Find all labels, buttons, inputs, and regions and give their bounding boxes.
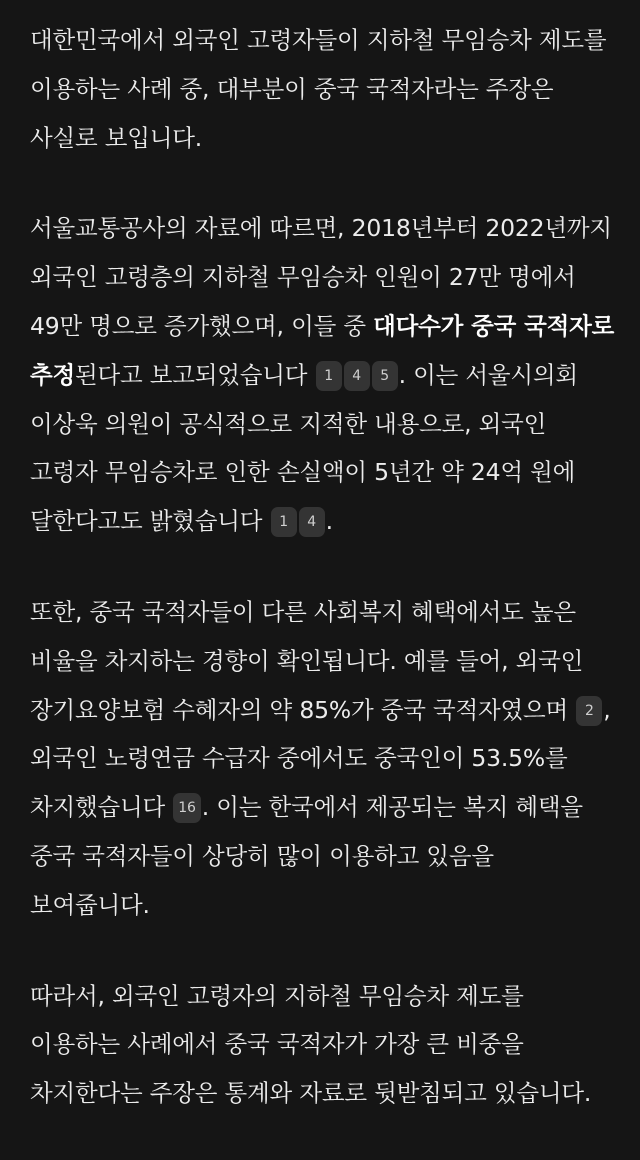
citation-badge-16[interactable]: 16 [173, 793, 200, 823]
paragraph-2 [30, 204, 616, 546]
paragraph-text: 또한, 중국 국적자들이 다른 사회복지 혜택에서도 높은 비율을 차지하는 경향이 확인됩니다. 예를 들어, 외국인 장기요양보험 수혜자의 약 85%가 중국 국적자였으며 [30, 597, 584, 724]
citation-badge-4[interactable]: 4 [344, 361, 370, 391]
paragraph-1 [30, 16, 616, 162]
citation-badge-1[interactable]: 1 [316, 361, 342, 391]
paragraph-text: . 이는 한국에서 제공되는 복지 혜택을 중국 국적자들이 상당히 많이 이용하고 있음을 보여줍니다. [30, 793, 583, 919]
paragraph-text: . [325, 507, 333, 536]
citation-badge-4[interactable]: 4 [299, 507, 325, 537]
paragraph-text: 대한민국에서 외국인 고령자들이 지하철 무임승차 제도를 이용하는 사례 중, 대부분이 중국 국적자라는 주장은 사실로 보입니다. [30, 26, 607, 152]
paragraph-text: 따라서, 외국인 고령자의 지하철 무임승차 제도를 이용하는 사례에서 중국 국적자가 가장 큰 비중을 차지한다는 주장은 통계와 자료로 뒷받침되고 있습니다. [30, 981, 592, 1108]
paragraph-text: 된다고 보고되었습니다 [75, 360, 308, 389]
paragraph-text: , 외국인 노령연금 수급자 중에서도 중국인이 53.5%를 차지했습니다 [30, 695, 611, 822]
paragraph-text: 서울교통공사의 자료에 따르면, 2018년부터 2022년까지 외국인 고령층의 지하철 무임승차 인원이 27만 명에서 49만 명으로 증가했으며, 이들 중 [30, 214, 612, 340]
paragraph-4 [30, 972, 616, 1118]
answer-body [30, 16, 616, 1160]
citation-badge-2[interactable]: 2 [576, 696, 602, 726]
paragraph-3 [30, 588, 616, 930]
citation-badge-1[interactable]: 1 [271, 507, 297, 537]
bold-text: 대다수가 중국 국적자로 추정 [30, 311, 615, 389]
citation-badge-5[interactable]: 5 [372, 361, 398, 391]
paragraph-text: . 이는 서울시의회 이상욱 의원이 공식적으로 지적한 내용으로, 외국인 고령자 무임승차로 인한 손실액이 5년간 약 24억 원에 달한다고도 밝혔습니다 [30, 360, 578, 536]
